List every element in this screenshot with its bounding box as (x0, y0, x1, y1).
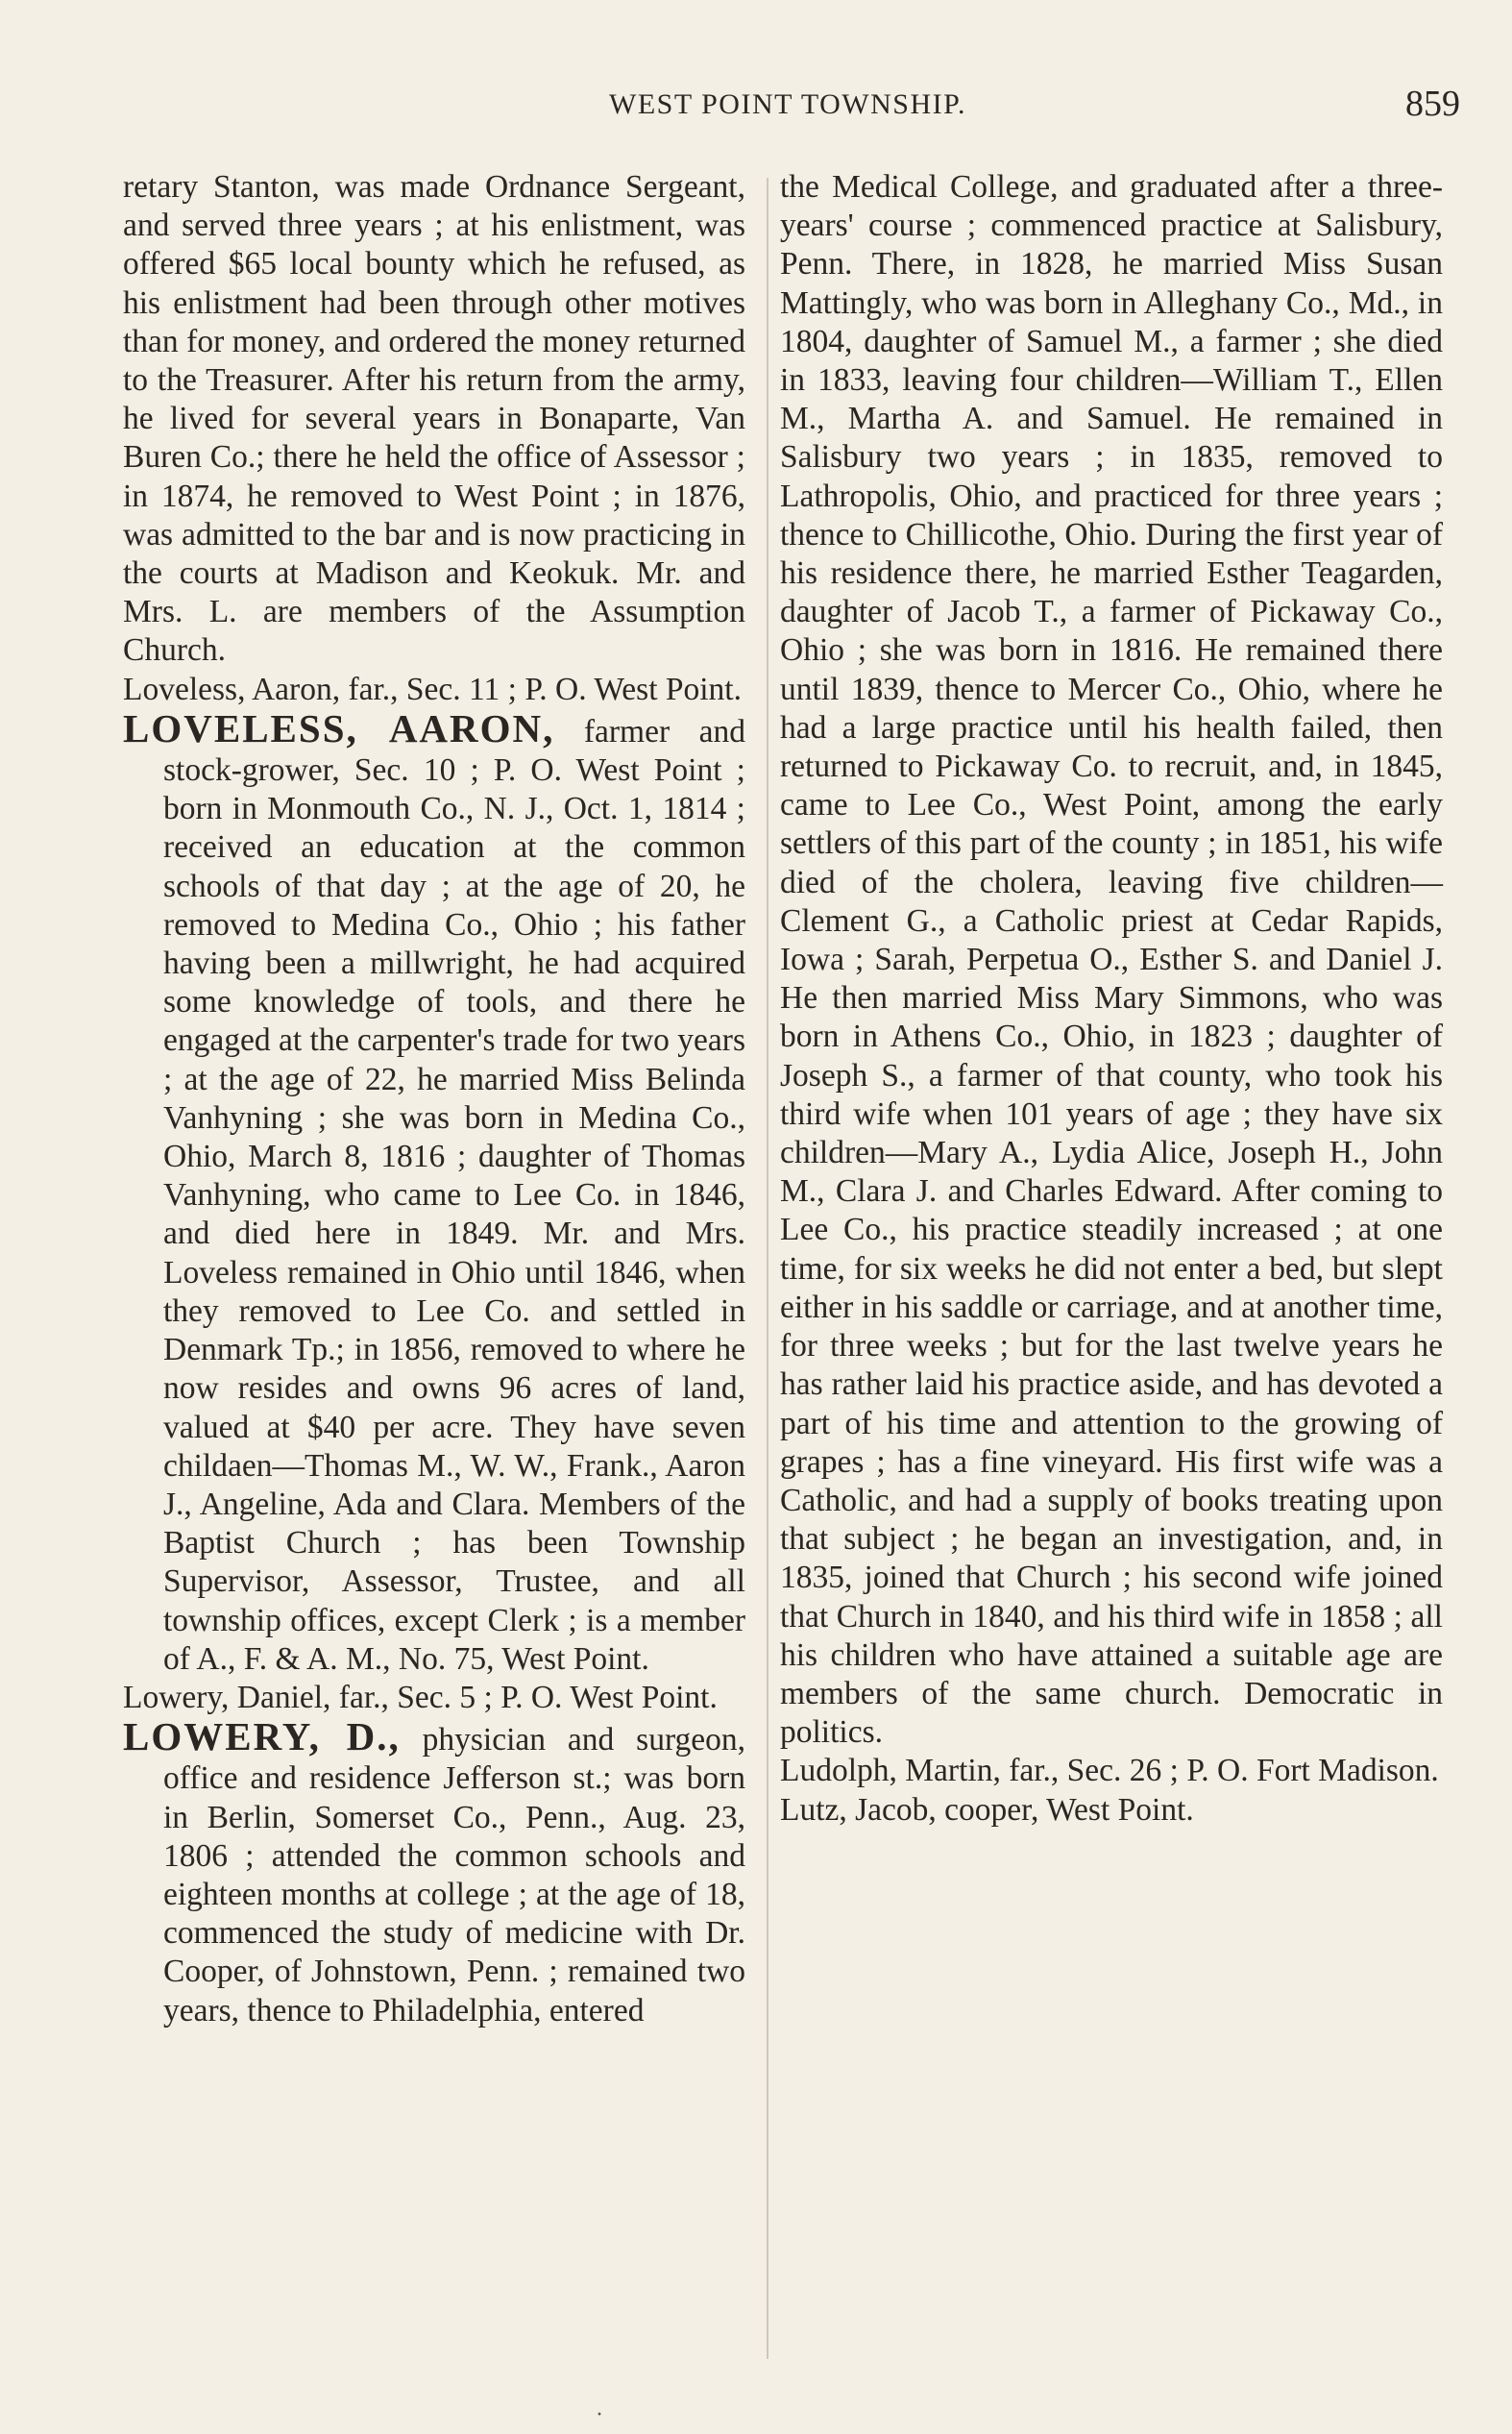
right-column (780, 168, 1443, 1830)
entry-name: LOVELESS, AARON, (123, 705, 555, 750)
entry-lowery-d (123, 1714, 745, 2030)
entry-text: farmer and stock-grower, Sec. 10 ; P. O. West Point ; born in Monmouth Co., N. J., Oct. 1, 1814 ; received an education at the common schools of that day ; at the age of 20, he removed to Medina Co., Ohio ; his father having been a millwright, he had acquired some knowledge of tools, and there he engaged at the carpenter's trade for two years ; at the age of 22, he married Miss Belinda Vanhyning ; she was born in Medina Co., Ohio, March 8, 1816 ; daughter of Thomas Vanhyning, who came to Lee Co. in 1846, and died here in 1849. Mr. and Mrs. Loveless remained in Ohio until 1846, when they removed to Lee Co. and settled in Denmark Tp.; in 1856, removed to where he now resides and owns 96 acres of land, valued at $40 per acre. They have seven childaen—Thomas M., W. W., Frank., Aaron J., Angeline, Ada and Clara. Members of the Baptist Church ; has been Township Supervisor, Assessor, Trustee, and all township offices, except Clerk ; is a member of A., F. & A. M., No. 75, West Point. (163, 713, 745, 1677)
entry-ludolph-martin: Ludolph, Martin, far., Sec. 26 ; P. O. Fort Madison. (780, 1753, 1439, 1789)
left-column (123, 168, 745, 2030)
bottom-mark: · (596, 2402, 603, 2427)
entry-text: physician and surgeon, office and residence Jefferson st.; was born in Berlin, Somerset Co., Penn., Aug. 23, 1806 ; attended the common schools and eighteen months at college ; at the age of 18, commenced the study of medicine with Dr. Cooper, of Johnstown, Penn. ; remained two years, thence to Philadelphia, entered (163, 1722, 745, 2028)
entry-lowery-daniel-brief: Lowery, Daniel, far., Sec. 5 ; P. O. West Point. (123, 1679, 718, 1715)
entry-continuation: the Medical College, and graduated after a three-years' course ; commenced practice at Salisbury, Penn. There, in 1828, he married Miss Susan Mattingly, who was born in Alleghany Co., Md., in 1804, daughter of Samuel M., a farmer ; she died in 1833, leaving four children—William T., Ellen M., Martha A. and Samuel. He remained in Salisbury two years ; in 1835, removed to Lathropolis, Ohio, and practiced for three years ; thence to Chillicothe, Ohio. During the first year of his residence there, he married Esther Teagarden, daughter of Jacob T., a farmer of Pickaway Co., Ohio ; she was born in 1816. He remained there until 1839, thence to Mercer Co., Ohio, where he had a large practice until his health failed, then returned to Pickaway Co. to recruit, and, in 1845, came to Lee Co., West Point, among the early settlers of this part of the county ; in 1851, his wife died of the cholera, leaving five children—Clement G., a Catholic priest at Cedar Rapids, Iowa ; Sarah, Perpetua O., Esther S. and Daniel J. He then married Miss Mary Simmons, who was born in Athens Co., Ohio, in 1823 ; daughter of Joseph S., a farmer of that county, who took his third wife when 101 years of age ; they have six children—Mary A., Lydia Alice, Joseph H., John M., Clara J. and Charles Edward. After coming to Lee Co., his practice steadily increased ; at one time, for six weeks he did not enter a bed, but slept either in his saddle or carriage, and at another time, for three weeks ; but for the last twelve years he has rather laid his practice aside, and has devoted a part of his time and attention to the growing of grapes ; has a fine vineyard. His first wife was a Catholic, and had a supply of books treating upon that subject ; he began an investigation, and, in 1835, joined that Church ; his second wife joined that Church in 1840, and his third wife in 1858 ; all his children who have attained a suitable age are members of the same church. Democratic in politics. (780, 169, 1443, 1751)
running-head: WEST POINT TOWNSHIP. (609, 88, 966, 120)
entry-lutz-jacob: Lutz, Jacob, cooper, West Point. (780, 1791, 1194, 1828)
entry-continuation: retary Stanton, was made Ordnance Sergeant, and served three years ; at his enlistment, was offered $65 local bounty which he refused, as his enlistment had been through other motives than for money, and ordered the money returned to the Treasurer. After his return from the army, he lived for several years in Bonaparte, Van Buren Co.; there he held the office of Assessor ; in 1874, he removed to West Point ; in 1876, was admitted to the bar and is now practicing in the courts at Madison and Keokuk. Mr. and Mrs. L. are members of the Assumption Church. (123, 169, 745, 669)
entry-loveless-aaron (123, 705, 745, 1679)
page-header (115, 84, 1460, 136)
page-number: 859 (1405, 84, 1460, 124)
column-divider (767, 178, 768, 2359)
entry-loveless-aaron-brief: Loveless, Aaron, far., Sec. 11 ; P. O. West Point. (123, 671, 742, 707)
entry-name: LOWERY, D., (123, 1714, 401, 1759)
